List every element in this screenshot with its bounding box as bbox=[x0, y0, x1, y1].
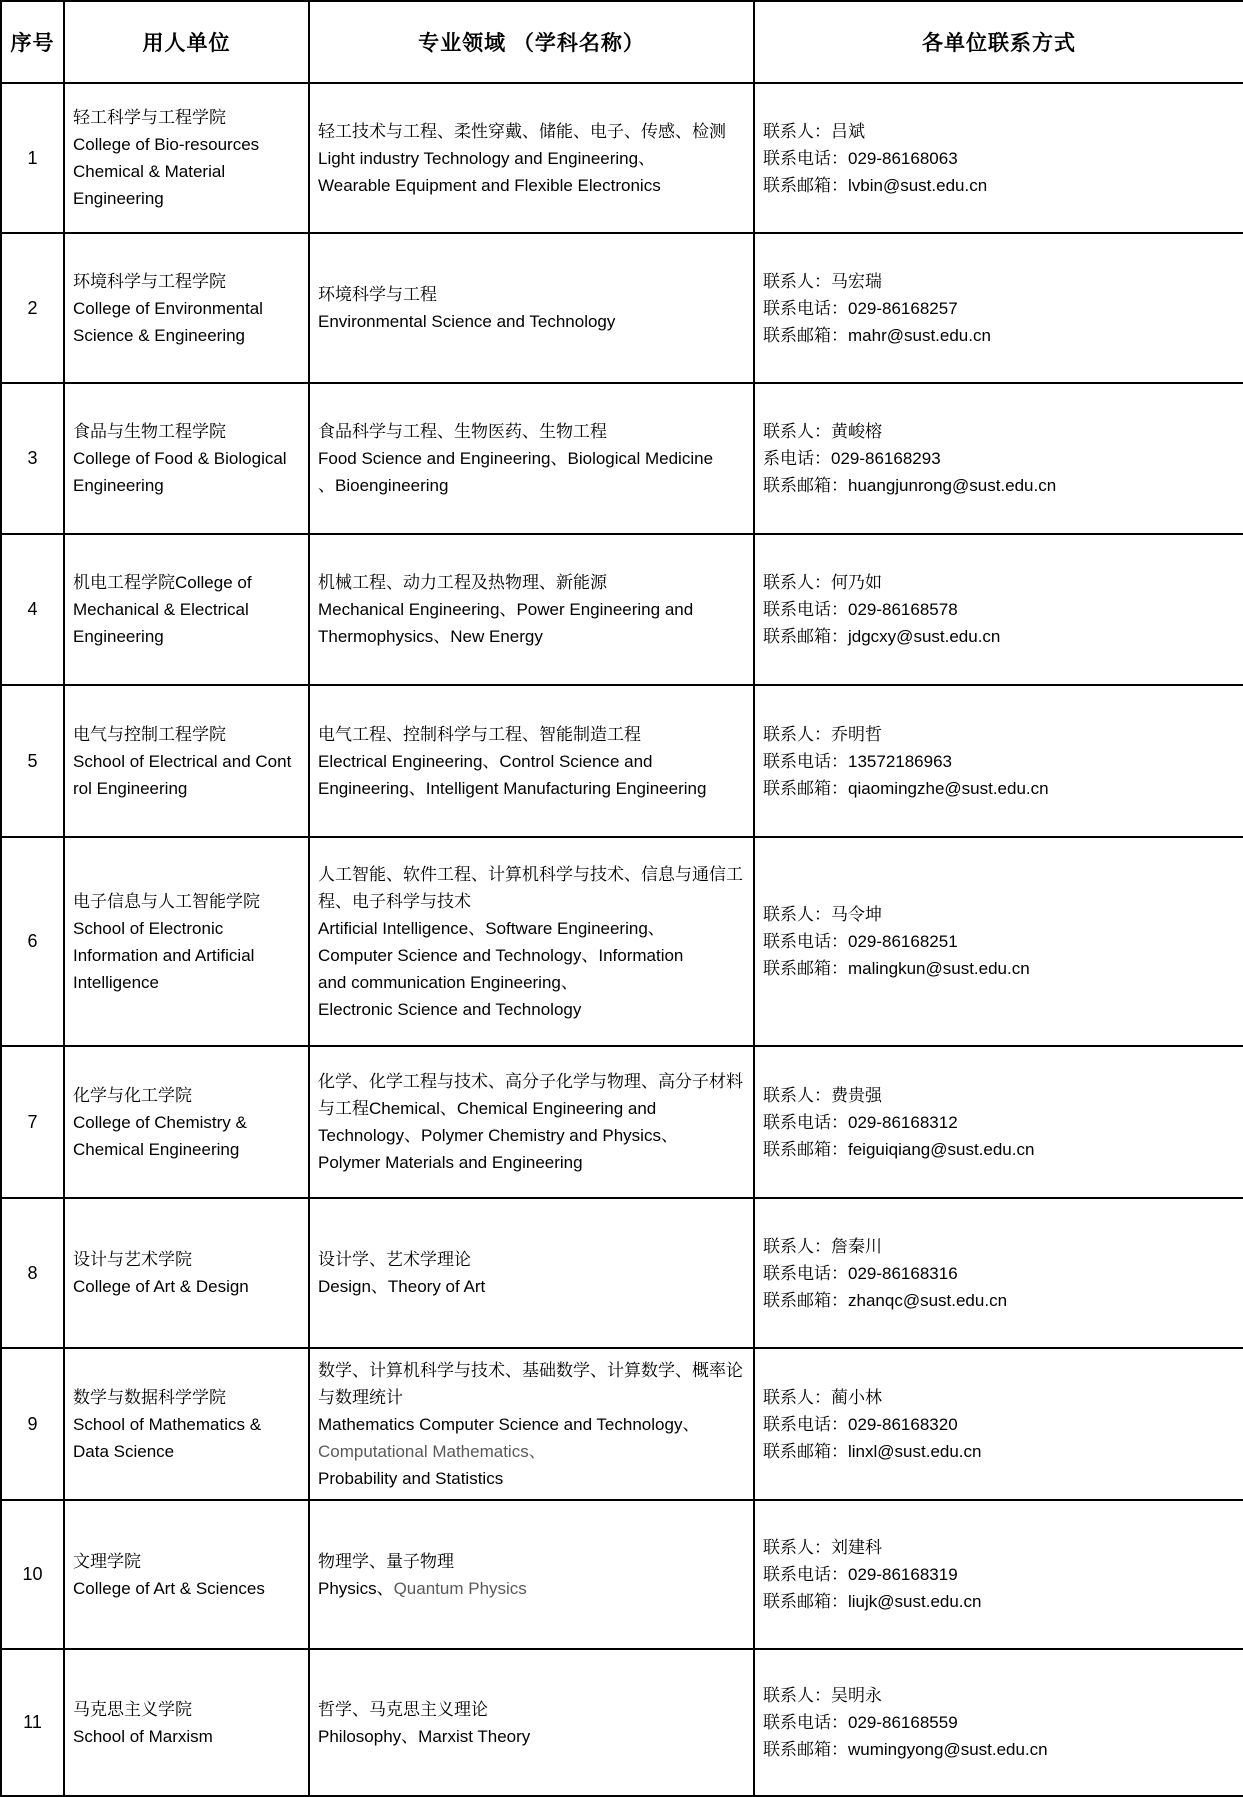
text-segment: Light industry Technology and Engineering、 bbox=[318, 148, 656, 168]
text-segment: School of Electronic bbox=[73, 918, 224, 938]
text-segment: 数学与数据科学学院 bbox=[73, 1387, 226, 1407]
text-segment: Artificial Intelligence、Software Engineering、 bbox=[318, 918, 665, 938]
cell-line bbox=[763, 1709, 1237, 1736]
text-segment: 联系人：费贵强 bbox=[763, 1085, 882, 1105]
cell-line bbox=[73, 185, 302, 212]
text-segment: 联系邮箱：feiguiqiang@sust.edu.cn bbox=[763, 1139, 1035, 1159]
cell-line bbox=[73, 1246, 302, 1273]
cell-line bbox=[763, 1260, 1237, 1287]
text-segment: Engineering bbox=[73, 189, 164, 208]
text-segment: 联系邮箱：zhanqc@sust.edu.cn bbox=[763, 1290, 1008, 1310]
cell-line bbox=[73, 472, 302, 499]
cell-line bbox=[318, 775, 747, 802]
text-segment: 马克思主义学院 bbox=[73, 1699, 192, 1719]
cell-line bbox=[318, 172, 747, 199]
cell-line bbox=[73, 445, 302, 472]
cell-line bbox=[318, 281, 747, 308]
cell-line bbox=[763, 901, 1237, 928]
text-segment: Chemical & Material bbox=[73, 162, 226, 181]
cell-line bbox=[763, 1411, 1237, 1438]
text-segment: Mechanical & Electrical bbox=[73, 600, 249, 619]
field-cell bbox=[309, 1500, 754, 1649]
cell-line bbox=[318, 721, 747, 748]
cell-line bbox=[763, 172, 1237, 199]
text-segment: School of Marxism bbox=[73, 1726, 213, 1746]
cell-line bbox=[763, 1384, 1237, 1411]
cell-line bbox=[318, 623, 747, 650]
row-number-cell: 5 bbox=[1, 685, 64, 837]
contact-cell bbox=[754, 1046, 1243, 1198]
cell-line bbox=[763, 445, 1237, 472]
text-segment: 设计学、艺术学理论 bbox=[318, 1250, 471, 1269]
text-segment: 、Bioengineering bbox=[318, 476, 449, 495]
field-cell bbox=[309, 233, 754, 383]
text-segment: Data Science bbox=[73, 1441, 175, 1461]
cell-line bbox=[73, 623, 302, 650]
cell-line bbox=[763, 1588, 1237, 1615]
text-segment: 联系人：蔺小林 bbox=[763, 1387, 882, 1407]
row-number-cell: 7 bbox=[1, 1046, 64, 1198]
text-segment: 设计与艺术学院 bbox=[73, 1250, 192, 1269]
text-segment: 电气工程、控制科学与工程、智能制造工程 bbox=[318, 724, 641, 744]
text-segment: 联系人：黄峻榕 bbox=[763, 422, 882, 441]
unit-cell bbox=[64, 1198, 309, 1348]
text-segment: 联系人：吴明永 bbox=[763, 1686, 882, 1705]
text-segment: and communication Engineering、 bbox=[318, 972, 578, 992]
contact-cell bbox=[754, 534, 1243, 685]
text-segment: 联系电话：029-86168257 bbox=[763, 298, 958, 318]
cell-line bbox=[318, 1548, 747, 1575]
text-segment: 联系邮箱：malingkun@sust.edu.cn bbox=[763, 959, 1030, 978]
cell-line bbox=[318, 969, 747, 996]
cell-line bbox=[763, 623, 1237, 650]
unit-cell bbox=[64, 837, 309, 1046]
cell-line bbox=[763, 569, 1237, 596]
text-segment: Electrical Engineering、Control Science and bbox=[318, 751, 653, 771]
header-row bbox=[1, 1, 1243, 83]
text-segment: Chemical Engineering bbox=[73, 1139, 240, 1159]
contact-cell bbox=[754, 1500, 1243, 1649]
cell-line bbox=[763, 928, 1237, 955]
field-cell bbox=[309, 685, 754, 837]
col-header-contact: 各单位联系方式 bbox=[754, 1, 1243, 83]
cell-line bbox=[73, 969, 302, 996]
cell-line bbox=[73, 1438, 302, 1465]
text-segment: 联系邮箱：mahr@sust.edu.cn bbox=[763, 325, 991, 345]
field-cell bbox=[309, 383, 754, 534]
cell-line bbox=[318, 996, 747, 1023]
cell-line bbox=[763, 145, 1237, 172]
text-segment: 联系邮箱：lvbin@sust.edu.cn bbox=[763, 175, 988, 195]
cell-line bbox=[318, 1384, 747, 1411]
table-row bbox=[1, 83, 1243, 233]
text-segment: Philosophy、Marxist Theory bbox=[318, 1726, 531, 1746]
text-segment: 联系人：乔明哲 bbox=[763, 724, 882, 744]
cell-line bbox=[763, 472, 1237, 499]
text-segment: Engineering bbox=[73, 476, 164, 495]
unit-cell bbox=[64, 534, 309, 685]
cell-line bbox=[763, 295, 1237, 322]
cell-line bbox=[763, 1082, 1237, 1109]
text-segment: Computer Science and Technology、Information bbox=[318, 945, 684, 965]
cell-line bbox=[763, 955, 1237, 982]
cell-line bbox=[318, 418, 747, 445]
text-segment: 电子信息与人工智能学院 bbox=[73, 891, 260, 911]
cell-line bbox=[763, 775, 1237, 802]
text-segment: Design、Theory of Art bbox=[318, 1277, 486, 1296]
text-segment: 联系人：吕斌 bbox=[763, 121, 865, 141]
cell-line bbox=[73, 915, 302, 942]
table-row bbox=[1, 1046, 1243, 1198]
text-segment: 电气与控制工程学院 bbox=[73, 724, 226, 744]
field-cell bbox=[309, 534, 754, 685]
cell-line bbox=[318, 1723, 747, 1750]
cell-line bbox=[763, 721, 1237, 748]
table-row bbox=[1, 1198, 1243, 1348]
text-segment: 联系电话：029-86168063 bbox=[763, 148, 958, 168]
unit-cell bbox=[64, 383, 309, 534]
text-segment: Mathematics Computer Science and Technology、 bbox=[318, 1414, 700, 1434]
text-segment: 食品科学与工程、生物医药、生物工程 bbox=[318, 422, 607, 441]
text-segment: 化学与化工学院 bbox=[73, 1085, 192, 1105]
cell-line bbox=[73, 1696, 302, 1723]
cell-line bbox=[318, 861, 747, 888]
cell-line bbox=[763, 1736, 1237, 1763]
unit-cell bbox=[64, 1046, 309, 1198]
cell-line bbox=[763, 1438, 1237, 1465]
text-segment: Polymer Materials and Engineering bbox=[318, 1153, 583, 1172]
text-segment: 系电话：029-86168293 bbox=[763, 449, 941, 468]
text-segment: 联系邮箱：liujk@sust.edu.cn bbox=[763, 1592, 982, 1611]
cell-line bbox=[318, 1438, 747, 1465]
cell-line bbox=[763, 748, 1237, 775]
cell-line bbox=[318, 472, 747, 499]
cell-line bbox=[73, 1548, 302, 1575]
text-segment: 联系邮箱：wumingyong@sust.edu.cn bbox=[763, 1740, 1048, 1759]
text-segment: 联系人：何乃如 bbox=[763, 573, 882, 592]
cell-line bbox=[73, 104, 302, 131]
cell-line bbox=[318, 1465, 747, 1492]
text-segment: 联系人：詹秦川 bbox=[763, 1236, 882, 1256]
cell-line bbox=[73, 1273, 302, 1300]
text-segment: Computational Mathematics、 bbox=[318, 1441, 546, 1461]
row-number-cell: 11 bbox=[1, 1649, 64, 1796]
cell-line bbox=[73, 131, 302, 158]
cell-line bbox=[318, 1411, 747, 1438]
contact-cell bbox=[754, 233, 1243, 383]
text-segment: Probability and Statistics bbox=[318, 1468, 504, 1488]
cell-line bbox=[318, 942, 747, 969]
contact-cell bbox=[754, 1198, 1243, 1348]
cell-line bbox=[763, 322, 1237, 349]
text-segment: Science & Engineering bbox=[73, 325, 246, 345]
col-header-field: 专业领域 （学科名称） bbox=[309, 1, 754, 83]
cell-line bbox=[763, 418, 1237, 445]
cell-line bbox=[318, 1273, 747, 1300]
cell-line bbox=[73, 295, 302, 322]
table-row bbox=[1, 233, 1243, 383]
cell-line bbox=[73, 418, 302, 445]
cell-line bbox=[318, 445, 747, 472]
text-segment: Wearable Equipment and Flexible Electronics bbox=[318, 175, 661, 195]
table-row bbox=[1, 1500, 1243, 1649]
cell-line bbox=[318, 1696, 747, 1723]
field-cell bbox=[309, 1348, 754, 1500]
cell-line bbox=[318, 118, 747, 145]
cell-line bbox=[318, 596, 747, 623]
cell-line bbox=[73, 942, 302, 969]
text-segment: 哲学、马克思主义理论 bbox=[318, 1699, 488, 1719]
cell-line bbox=[73, 1723, 302, 1750]
cell-line bbox=[763, 596, 1237, 623]
cell-line bbox=[763, 1136, 1237, 1163]
row-number-cell: 10 bbox=[1, 1500, 64, 1649]
text-segment: 联系电话：13572186963 bbox=[763, 751, 953, 771]
unit-cell bbox=[64, 1348, 309, 1500]
cell-line bbox=[763, 1109, 1237, 1136]
contact-cell bbox=[754, 83, 1243, 233]
text-segment: School of Electrical and Cont bbox=[73, 751, 292, 771]
cell-line bbox=[763, 1534, 1237, 1561]
text-segment: 联系电话：029-86168559 bbox=[763, 1713, 958, 1732]
cell-line bbox=[763, 268, 1237, 295]
row-number-cell: 8 bbox=[1, 1198, 64, 1348]
cell-line bbox=[318, 915, 747, 942]
text-segment: 人工智能、软件工程、计算机科学与技术、信息与通信工 bbox=[318, 864, 743, 884]
col-header-no: 序号 bbox=[1, 1, 64, 83]
row-number-cell: 9 bbox=[1, 1348, 64, 1500]
text-segment: Technology、Polymer Chemistry and Physics、 bbox=[318, 1126, 678, 1145]
cell-line bbox=[763, 118, 1237, 145]
text-segment: College of Art & Sciences bbox=[73, 1578, 265, 1598]
contact-cell bbox=[754, 383, 1243, 534]
contact-cell bbox=[754, 685, 1243, 837]
cell-line bbox=[318, 569, 747, 596]
text-segment: Engineering、Intelligent Manufacturing Engineering bbox=[318, 778, 707, 798]
col-header-unit: 用人单位 bbox=[64, 1, 309, 83]
unit-cell bbox=[64, 83, 309, 233]
text-segment: College of Art & Design bbox=[73, 1277, 249, 1296]
text-segment: College of Environmental bbox=[73, 298, 263, 318]
text-segment: 联系电话：029-86168320 bbox=[763, 1414, 958, 1434]
text-segment: Environmental Science and Technology bbox=[318, 312, 616, 331]
row-number-cell: 6 bbox=[1, 837, 64, 1046]
text-segment: 物理学、量子物理 bbox=[318, 1551, 454, 1571]
cell-line bbox=[763, 1233, 1237, 1260]
field-cell bbox=[309, 1649, 754, 1796]
text-segment: Mechanical Engineering、Power Engineering and bbox=[318, 600, 694, 619]
text-segment: School of Mathematics & bbox=[73, 1414, 262, 1434]
cell-line bbox=[73, 1575, 302, 1602]
text-segment: 文理学院 bbox=[73, 1551, 141, 1571]
text-segment: 联系电话：029-86168316 bbox=[763, 1263, 958, 1283]
unit-cell bbox=[64, 685, 309, 837]
text-segment: Thermophysics、New Energy bbox=[318, 627, 543, 646]
table-row bbox=[1, 1649, 1243, 1796]
cell-line bbox=[73, 1109, 302, 1136]
cell-line bbox=[73, 1136, 302, 1163]
text-segment: 联系邮箱：jdgcxy@sust.edu.cn bbox=[763, 627, 1001, 646]
table-row bbox=[1, 1348, 1243, 1500]
cell-line bbox=[318, 145, 747, 172]
text-segment: 环境科学与工程学院 bbox=[73, 271, 226, 291]
cell-line bbox=[73, 1082, 302, 1109]
text-segment: 与数理统计 bbox=[318, 1387, 403, 1407]
text-segment: College of Food & Biological bbox=[73, 449, 287, 468]
cell-line bbox=[73, 1384, 302, 1411]
cell-line bbox=[318, 1575, 747, 1602]
text-segment: 联系人：马令坤 bbox=[763, 905, 882, 924]
text-segment: 数学、计算机科学与技术、基础数学、计算数学、概率论 bbox=[318, 1360, 743, 1380]
cell-line bbox=[73, 596, 302, 623]
cell-line bbox=[763, 1561, 1237, 1588]
text-segment: Engineering bbox=[73, 627, 164, 646]
table-body bbox=[1, 83, 1243, 1796]
cell-line bbox=[763, 1287, 1237, 1314]
cell-line bbox=[318, 308, 747, 335]
text-segment: 联系电话：029-86168319 bbox=[763, 1565, 958, 1584]
text-segment: 联系电话：029-86168578 bbox=[763, 600, 958, 619]
table-row bbox=[1, 383, 1243, 534]
cell-line bbox=[318, 1122, 747, 1149]
cell-line bbox=[318, 748, 747, 775]
text-segment: rol Engineering bbox=[73, 778, 188, 798]
table-row bbox=[1, 837, 1243, 1046]
text-segment: 联系电话：029-86168251 bbox=[763, 932, 958, 951]
text-segment: 联系人：马宏瑞 bbox=[763, 271, 882, 291]
cell-line bbox=[73, 888, 302, 915]
cell-line bbox=[73, 268, 302, 295]
cell-line bbox=[318, 1095, 747, 1122]
text-segment: 联系邮箱：qiaomingzhe@sust.edu.cn bbox=[763, 778, 1049, 798]
table-row bbox=[1, 685, 1243, 837]
text-segment: Intelligence bbox=[73, 972, 160, 992]
cell-line bbox=[318, 888, 747, 915]
unit-cell bbox=[64, 1649, 309, 1796]
cell-line bbox=[73, 721, 302, 748]
cell-line bbox=[318, 1357, 747, 1384]
table-row bbox=[1, 534, 1243, 685]
text-segment: 机电工程学院College of bbox=[73, 573, 252, 592]
text-segment: College of Bio-resources bbox=[73, 135, 260, 154]
contact-cell bbox=[754, 837, 1243, 1046]
field-cell bbox=[309, 83, 754, 233]
text-segment: 化学、化学工程与技术、高分子化学与物理、高分子材料 bbox=[318, 1072, 743, 1091]
unit-cell bbox=[64, 1500, 309, 1649]
unit-cell bbox=[64, 233, 309, 383]
cell-line bbox=[73, 322, 302, 349]
text-segment: 联系电话：029-86168312 bbox=[763, 1112, 958, 1132]
row-number-cell: 1 bbox=[1, 83, 64, 233]
text-segment: Electronic Science and Technology bbox=[318, 999, 582, 1019]
contact-cell bbox=[754, 1649, 1243, 1796]
text-segment: Quantum Physics bbox=[393, 1578, 527, 1598]
text-segment: 轻工科学与工程学院 bbox=[73, 108, 226, 127]
cell-line bbox=[318, 1149, 747, 1176]
cell-line bbox=[73, 1411, 302, 1438]
text-segment: 机械工程、动力工程及热物理、新能源 bbox=[318, 573, 607, 592]
text-segment: 轻工技术与工程、柔性穿戴、储能、电子、传感、检测 bbox=[318, 121, 726, 141]
text-segment: Information and Artificial bbox=[73, 945, 255, 965]
cell-line bbox=[318, 1246, 747, 1273]
text-segment: 联系人：刘建科 bbox=[763, 1538, 882, 1557]
text-segment: 联系邮箱：huangjunrong@sust.edu.cn bbox=[763, 476, 1057, 495]
text-segment: 环境科学与工程 bbox=[318, 285, 437, 304]
row-number-cell: 2 bbox=[1, 233, 64, 383]
field-cell bbox=[309, 1046, 754, 1198]
text-segment: 与工程Chemical、Chemical Engineering and bbox=[318, 1099, 657, 1118]
text-segment: College of Chemistry & bbox=[73, 1112, 247, 1132]
text-segment: 食品与生物工程学院 bbox=[73, 422, 226, 441]
text-segment: 联系邮箱：linxl@sust.edu.cn bbox=[763, 1441, 982, 1461]
text-segment: Food Science and Engineering、Biological Medicine bbox=[318, 449, 714, 468]
cell-line bbox=[73, 158, 302, 185]
contact-cell bbox=[754, 1348, 1243, 1500]
cell-line bbox=[73, 775, 302, 802]
cell-line bbox=[318, 1068, 747, 1095]
row-number-cell: 4 bbox=[1, 534, 64, 685]
field-cell bbox=[309, 1198, 754, 1348]
cell-line bbox=[73, 748, 302, 775]
text-segment: Physics、 bbox=[318, 1578, 394, 1598]
text-segment: 程、电子科学与技术 bbox=[318, 891, 471, 911]
cell-line bbox=[73, 569, 302, 596]
cell-line bbox=[763, 1682, 1237, 1709]
field-cell bbox=[309, 837, 754, 1046]
row-number-cell: 3 bbox=[1, 383, 64, 534]
